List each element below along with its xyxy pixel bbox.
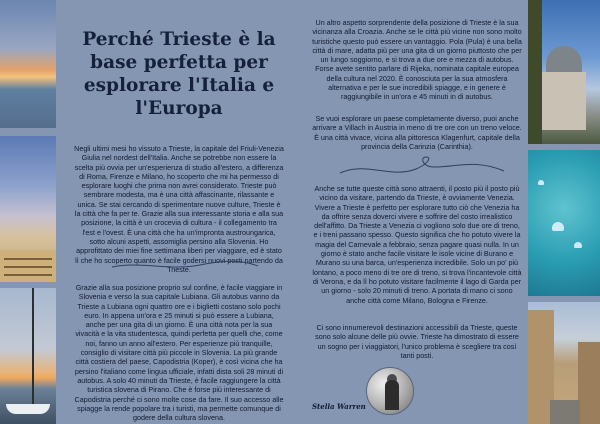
paragraph-austria: Se vuoi esplorare un paese completamente diverso, puoi anche arrivare a Villach in Austria in meno di tre ore con un treno veloce. È una città vivace, vicina alla pittoresca Klagenfurt, capitale della provincia della Carinzia (Carinthia). <box>312 114 522 151</box>
paragraph-venezia: Anche se tutte queste città sono attraenti, il posto più il posto più vicino da visitare, partendo da Trieste, è ovviamente Venezia. Vivere a Trieste è perfetto per esplorare tutto ciò che Venezia ha da offrire senza doverci vivere e soffrire del costo irrealistico dell'affitto. Da Trieste a Venezia ci vogliono solo due ore di treno, e i treni passano spesso. Questo significa che ho potuto vivere la magia del Carnevale a febbraio, senza pagare quasi nulla. In un giorno è stato anche facile visitare le isole vicine di Burano e Murano su una barca, un'esperienza incredibile. Solo un po' più lontano, a poco meno di tre ore di treno, si trova l'incantevole città di Verona, e da lì ho potuto visitare facilmente il lago di Garda per un giorno - solo 20 minuti di treno. A portata di mano ci sono anche città come Milano, Bologna e Firenze. <box>312 184 522 305</box>
photo-sailboat-harbor <box>0 288 56 424</box>
photo-jellyfish-water <box>528 150 600 296</box>
paragraph-intro: Negli ultimi mesi ho vissuto a Trieste, la capitale del Friuli-Venezia Giulia nel nordest dell'Italia. Anche se potrebbe non essere la scelta più ovvia per un'esperienza di studio all'estero, a differenza di Roma, Firenze e Milano, ho scoperto che mi ha permesso di esplorare luoghi che prima non avrei considerato. Trieste può sembrare modesta, ma è una città affascinante, rilassante e unica. Se stai cercando di sperimentare nuove culture, Trieste è la città che fa per te. Grazie alla sua interessante storia e alla sua posizione, la città è un crocevia di cultura - il collegamento tra l'est e l'ovest. È una città che ha un'impronta austroungarica, sotto alcuni aspetti, assomiglia persino alla Slovenia. Ho approfittato dei miei fine settimana liberi per viaggiare, ed è stato lì che ho scoperto quanto è facile godersi nuovi posti partendo da Trieste. <box>74 144 284 274</box>
photo-church <box>542 72 586 130</box>
paragraph-croatia: Un altro aspetto sorprendente della posizione di Trieste è la sua vicinanza alla Croazia. Anche se le città più vicine non sono molto turistiche questo può essere un vantaggio. Pola (Pula) è una bella città di mare, adatta più per una gita di un giorno piuttosto che per un lungo soggiorno, e si trova a due ore e mezza di autobus. Forse avete sentito parlare di Rijeka, nominata capitale europea della cultura nel 2020. È conosciuta per la sua atmosfera alternativa e per le sue incredibili spiagge, e in genere è raggiungibile in un'ora e 45 minuti in di autobus. <box>312 18 522 102</box>
author-signature: Stella Warren <box>312 402 366 411</box>
swirl-divider-icon <box>110 259 260 271</box>
avatar-figure <box>385 380 399 410</box>
paragraph-conclusion: Ci sono innumerevoli destinazioni accessibili da Trieste, queste sono solo alcune delle più ovvie. Trieste ha dimostrato di essere un sogno per i viaggiatori, l'unico problema è scegliere tra così tanti posti. <box>315 323 519 360</box>
photo-mast <box>32 288 34 408</box>
photo-sunset-sea <box>0 0 56 128</box>
photo-city-skyline <box>0 136 56 282</box>
article-panel <box>58 0 528 424</box>
jellyfish <box>574 242 582 248</box>
photo-hull <box>6 404 50 414</box>
photo-tree <box>528 0 542 144</box>
photo-street <box>550 400 580 424</box>
photo-dome <box>546 46 582 72</box>
author-avatar <box>366 367 414 415</box>
jellyfish <box>538 180 544 185</box>
swirl-divider-icon <box>336 153 508 183</box>
photo-old-street <box>528 302 600 424</box>
photo-building-right <box>578 342 600 424</box>
photo-building <box>0 250 56 282</box>
jellyfish <box>552 222 564 231</box>
article-title: Perché Trieste è la base perfetta per esplorare l'Italia e l'Europa <box>82 29 276 119</box>
photo-church-dome <box>528 0 600 144</box>
paragraph-slovenia: Grazie alla sua posizione proprio sul confine, è facile viaggiare in Slovenia e verso la sua capitale Lubiana. Gli autobus vanno da Trieste a Lubiana ogni quattro ore e i biglietti costano solo pochi euro. In appena un'ora e 25 minuti si può essere a Lubiana, anche per una gita di un giorno. È una città nota per la sua vivacità e la vita studentesca, quindi perfetta per quelli che, come noi, fanno un anno all'estero. Per esperienze più tranquille, consiglio di visitare città più piccole in Slovenia. La più grande città costiera del paese, Capodistria (Koper), è così vicina che ha persino l'italiano come lingua ufficiale, infatti dista soli 28 minuti di autobus. A solo 40 minuti da Trieste, è facile raggiungere la città turistica slovena di Pirano. Che è forse più interessante di Capodistria perché ci sono molte cose da fare. Il suo accesso alle spiagge la rende popolare tra i turisti, ma permette comunque di godere della cultura slovena. <box>74 283 284 423</box>
